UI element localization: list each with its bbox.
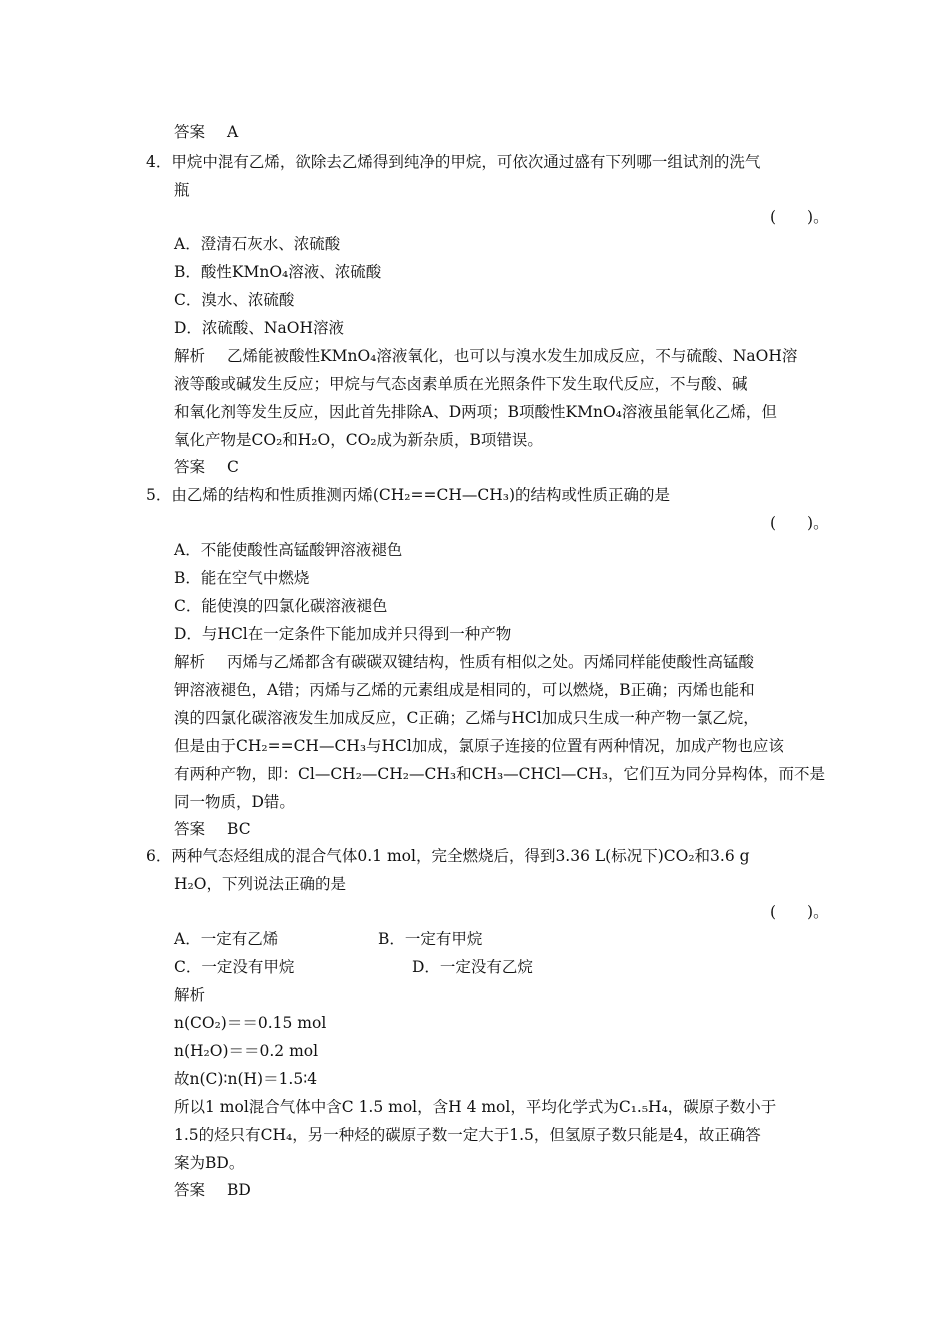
q4-analysis-text-1: 乙烯能被酸性KMnO₄溶液氧化，也可以与溴水发生加成反应，不与硫酸、NaOH溶 <box>227 347 798 365</box>
q5-analysis-line-6: 同一物质，D错。 <box>174 793 295 811</box>
q4-number: 4． <box>146 153 172 171</box>
q4-option-b: B．酸性KMnO₄溶液、浓硫酸 <box>174 263 382 281</box>
q4-option-a: A．澄清石灰水、浓硫酸 <box>174 235 341 253</box>
q6-calc-line-2: n(H₂O)＝＝0.2 mol <box>174 1042 319 1060</box>
q4-answer-blank: ( )。 <box>770 208 829 226</box>
q5-option-a: A．不能使酸性高锰酸钾溶液褪色 <box>174 541 403 559</box>
q6-answer-line <box>174 1180 251 1200</box>
q5-answer-blank: ( )。 <box>770 514 829 532</box>
q4-option-c: C．溴水、浓硫酸 <box>174 291 295 309</box>
q5-analysis-line-3: 溴的四氯化碳溶液发生加成反应，C正确；乙烯与HCl加成只生成一种产物一氯乙烷， <box>174 709 759 727</box>
q6-calc-line-3: 故n(C)∶n(H)＝1.5∶4 <box>174 1070 318 1088</box>
q6-option-a: A．一定有乙烯 <box>174 930 279 948</box>
q6-stem-line-2: H₂O，下列说法正确的是 <box>174 875 346 893</box>
q4-option-d: D．浓硫酸、NaOH溶液 <box>174 319 344 337</box>
answer-value: C <box>227 458 239 476</box>
q5-number: 5． <box>146 486 172 504</box>
q5-answer-line <box>174 819 251 839</box>
q5-stem: 由乙烯的结构和性质推测丙烯(CH₂==CH—CH₃)的结构或性质正确的是 <box>171 486 671 504</box>
q5-option-b: B．能在空气中燃烧 <box>174 569 310 587</box>
q6-answer-blank: ( )。 <box>770 903 829 921</box>
q6-analysis-line-2: 1.5的烃只有CH₄，另一种烃的碳原子数一定大于1.5，但氢原子数只能是4，故正确答 <box>174 1126 761 1144</box>
q5-analysis-text-1: 丙烯与乙烯都含有碳碳双键结构，性质有相似之处。丙烯同样能使酸性高锰酸 <box>227 653 755 671</box>
q4-analysis-line-4: 氧化产物是CO₂和H₂O，CO₂成为新杂质，B项错误。 <box>174 431 543 449</box>
answer-label: 答案 <box>174 820 206 838</box>
q6-analysis-line-1: 所以1 mol混合气体中含C 1.5 mol，含H 4 mol，平均化学式为C₁.₅H₄，碳原子数小于 <box>174 1098 777 1116</box>
q4-analysis-line-1 <box>174 346 797 366</box>
q6-analysis-label: 解析 <box>174 986 206 1004</box>
analysis-label: 解析 <box>174 347 206 365</box>
q6-stem-1: 两种气态烃组成的混合气体0.1 mol，完全燃烧后，得到3.36 L(标况下)CO₂和3.6 g <box>171 847 750 865</box>
q4-analysis-line-3: 和氧化剂等发生反应，因此首先排除A、D两项；B项酸性KMnO₄溶液虽能氧化乙烯，但 <box>174 403 777 421</box>
answer-value: BC <box>227 820 251 838</box>
analysis-label: 解析 <box>174 653 206 671</box>
q5-stem-line <box>146 485 670 505</box>
q5-analysis-line-4: 但是由于CH₂==CH—CH₃与HCl加成，氯原子连接的位置有两种情况，加成产物也应该 <box>174 737 784 755</box>
answer-value: BD <box>227 1181 251 1199</box>
q6-number: 6． <box>146 847 172 865</box>
q5-option-c: C．能使溴的四氯化碳溶液褪色 <box>174 597 388 615</box>
q6-stem-line-1 <box>146 846 750 866</box>
q4-analysis-line-2: 液等酸或碱发生反应；甲烷与气态卤素单质在光照条件下发生取代反应，不与酸、碱 <box>174 375 748 393</box>
answer-value: A <box>227 123 239 141</box>
q6-calc-line-1: n(CO₂)＝＝0.15 mol <box>174 1014 327 1032</box>
answer-label: 答案 <box>174 123 206 141</box>
q4-stem-line-2: 瓶 <box>174 181 190 199</box>
q4-answer-line <box>174 457 239 477</box>
q5-option-d: D．与HCl在一定条件下能加成并只得到一种产物 <box>174 625 512 643</box>
q6-option-d: D．一定没有乙烷 <box>412 958 533 976</box>
q6-option-c: C．一定没有甲烷 <box>174 958 295 976</box>
q6-analysis-line-3: 案为BD。 <box>174 1154 245 1172</box>
q4-stem-1: 甲烷中混有乙烯，欲除去乙烯得到纯净的甲烷，可依次通过盛有下列哪一组试剂的洗气 <box>171 153 761 171</box>
answer-label: 答案 <box>174 458 206 476</box>
q6-option-b: B．一定有甲烷 <box>378 930 483 948</box>
answer-label: 答案 <box>174 1181 206 1199</box>
q5-analysis-line-2: 钾溶液褪色，A错；丙烯与乙烯的元素组成是相同的，可以燃烧，B正确；丙烯也能和 <box>174 681 755 699</box>
q5-analysis-line-5: 有两种产物，即：Cl—CH₂—CH₂—CH₃和CH₃—CHCl—CH₃，它们互为同分异构体，而不是 <box>174 765 825 783</box>
q5-analysis-line-1 <box>174 652 754 672</box>
q3-answer-line <box>174 122 238 142</box>
q4-stem-line-1 <box>146 152 760 172</box>
